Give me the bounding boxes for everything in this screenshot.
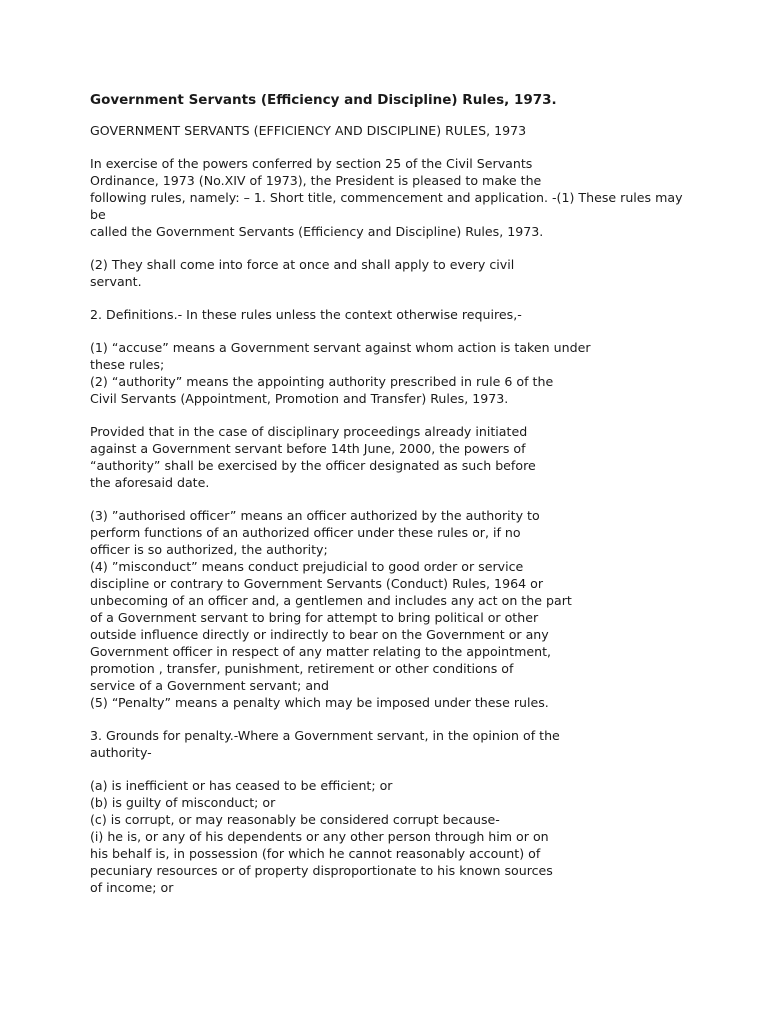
text-line: (b) is guilty of misconduct; or — [90, 795, 276, 810]
text-line: officer is so authorized, the authority; — [90, 542, 328, 557]
text-line: these rules; — [90, 357, 165, 372]
text-line: Government officer in respect of any matter relating to the appointment, — [90, 644, 552, 659]
text-line: (4) ”misconduct” means conduct prejudicial to good order or service — [90, 559, 524, 574]
text-line: of a Government servant to bring for attempt to bring political or other — [90, 610, 539, 625]
paragraph-grounds-list — [90, 777, 690, 896]
text-line: (5) “Penalty” means a penalty which may be imposed under these rules. — [90, 695, 549, 710]
text-line: Civil Servants (Appointment, Promotion and Transfer) Rules, 1973. — [90, 391, 509, 406]
paragraph-proviso — [90, 423, 690, 491]
text-line: (2) “authority” means the appointing authority prescribed in rule 6 of the — [90, 374, 554, 389]
text-line: Provided that in the case of disciplinary proceedings already initiated — [90, 424, 528, 439]
text-line: (2) They shall come into force at once and shall apply to every civil — [90, 257, 515, 272]
text-line: the aforesaid date. — [90, 475, 210, 490]
text-line: (i) he is, or any of his dependents or any other person through him or on — [90, 829, 549, 844]
text-line: following rules, namely: – 1. Short title, commencement and application. -(1) These rules may — [90, 190, 683, 205]
text-line: 3. Grounds for penalty.-Where a Government servant, in the opinion of the — [90, 728, 560, 743]
text-line: his behalf is, in possession (for which he cannot reasonably account) of — [90, 846, 541, 861]
text-line: authority- — [90, 745, 152, 760]
paragraph-definitions-1-2 — [90, 339, 690, 407]
text-line: discipline or contrary to Government Servants (Conduct) Rules, 1964 or — [90, 576, 543, 591]
text-line: unbecoming of an officer and, a gentlemen and includes any act on the part — [90, 593, 572, 608]
text-line: In exercise of the powers conferred by section 25 of the Civil Servants — [90, 156, 533, 171]
text-line: outside influence directly or indirectly to bear on the Government or any — [90, 627, 549, 642]
text-line: “authority” shall be exercised by the officer designated as such before — [90, 458, 536, 473]
text-line: (c) is corrupt, or may reasonably be considered corrupt because- — [90, 812, 500, 827]
text-line: perform functions of an authorized officer under these rules or, if no — [90, 525, 521, 540]
text-line: servant. — [90, 274, 142, 289]
text-line: be — [90, 207, 106, 222]
text-line: promotion , transfer, punishment, retirement or other conditions of — [90, 661, 514, 676]
text-line: of income; or — [90, 880, 174, 895]
text-line: service of a Government servant; and — [90, 678, 330, 693]
document-page — [90, 91, 690, 912]
text-line: called the Government Servants (Efficiency and Discipline) Rules, 1973. — [90, 224, 544, 239]
paragraph-commencement — [90, 256, 690, 290]
paragraph-grounds-intro — [90, 727, 690, 761]
text-line: GOVERNMENT SERVANTS (EFFICIENCY AND DISCIPLINE) RULES, 1973 — [90, 123, 527, 138]
text-line: against a Government servant before 14th June, 2000, the powers of — [90, 441, 526, 456]
text-line: pecuniary resources or of property disproportionate to his known sources — [90, 863, 553, 878]
paragraph-preamble — [90, 155, 690, 240]
text-line: 2. Definitions.- In these rules unless the context otherwise requires,- — [90, 307, 522, 322]
text-line: Ordinance, 1973 (No.XIV of 1973), the President is pleased to make the — [90, 173, 542, 188]
text-line: (3) ”authorised officer” means an officer authorized by the authority to — [90, 508, 540, 523]
paragraph-title-caps — [90, 122, 690, 139]
document-heading: Government Servants (Efficiency and Discipline) Rules, 1973. — [90, 92, 557, 108]
text-line: (1) “accuse” means a Government servant against whom action is taken under — [90, 340, 591, 355]
paragraph-definitions-3-5 — [90, 507, 690, 711]
text-line: (a) is inefficient or has ceased to be efficient; or — [90, 778, 393, 793]
paragraph-definitions-intro — [90, 306, 690, 323]
